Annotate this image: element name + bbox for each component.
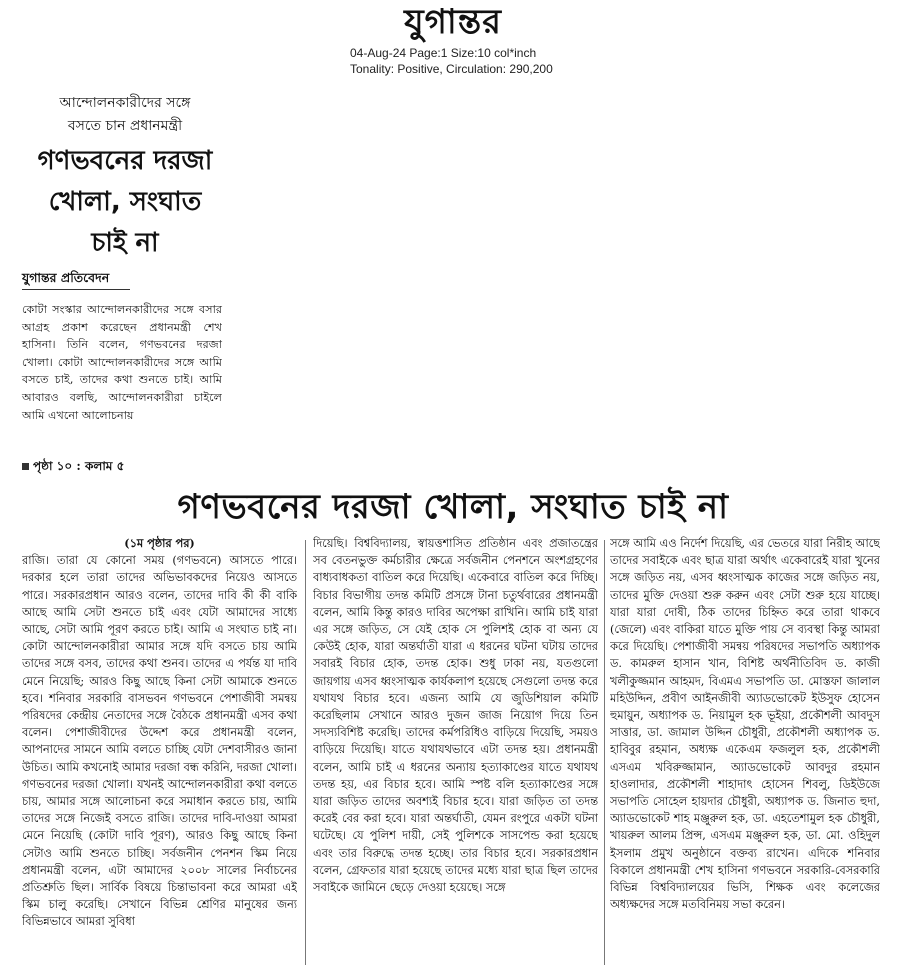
front-headline-line-1: গণভবনের দরজা (37, 146, 213, 176)
kicker-line-1: আন্দোলনকারীদের সঙ্গে (59, 95, 191, 111)
article-column-3 (610, 535, 880, 965)
column-divider-2 (604, 540, 605, 965)
clip-info-line-2: Tonality: Positive, Circulation: 290,200 (350, 62, 553, 76)
kicker-line-2: বসতে চান প্রধানমন্ত্রী (67, 118, 183, 134)
clip-info-line-1: 04-Aug-24 Page:1 Size:10 col*inch (350, 46, 537, 60)
article-column-2 (313, 535, 598, 965)
front-headline-line-3: চাই না (91, 228, 159, 258)
newspaper-masthead: যুগান্তর (404, 2, 502, 42)
byline: যুগান্তর প্রতিবেদন (22, 270, 110, 285)
column-3-text: সঙ্গে আমি এও নির্দেশ দিয়েছি, এর ভেতরে যারা নিরীহ আছে তাদের সবাইকে এবং ছাত্র যারা অর্থাৎ একেবারেই যারা খুনের সঙ্গে জড়িত নয়, এসব ধ্বংসাত্মক কাজের সঙ্গে জড়িত নয়, তাদের মুক্তি দেওয়া শুরু করুন এবং সেটা শুরু হয়ে যাচ্ছে। যারা যারা দোষী, ঠিক তাদের চিহ্নিত করে তারা থাকবে (জেলে) এবং বাকিরা যাতে মুক্তি পায় সে ব্যবস্থা কিন্তু আমরা করে দিয়েছি। পেশাজীবী সমন্বয় পরিষদের সভাপতি অধ্যাপক ড. কামরুল হাসান খান, বিশিষ্ট অর্থনীতিবিদ ড. কাজী খলীকুজ্জমান আহমদ, বিএমএ সভাপতি ডা. মোস্তফা জালাল মহিউদ্দিন, প্রবীণ আইনজীবী অ্যাডভোকেট ইউসুফ হোসেন হুমায়ুন, অধ্যাপক ড. নিয়ামুল হক ভূইয়া, প্রকৌশলী আবদুস সাত্তার, ডা. জামাল উদ্দিন চৌধুরী, প্রকৌশলী অধ্যাপক ড. হাবিবুর রহমান, অধ্যক্ষ একেএম ফজলুল হক, প্রকৌশলী এসএম খবিরুজ্জামান, অ্যাডভোকেট আবদুর রহমান হাওলাদার, প্রকৌশলী শাহাদাৎ হোসেন শিবলু, ডিইউজে সভাপতি সোহেল হায়দার চৌধুরী, অধ্যাপক ড. জিনাত হুদা, অ্যাডভোকেট শাহ মঞ্জুরুল হক, ডা. এহতেশামুল হক চৌধুরী, খায়রুল আলম প্রিন্স, এসএম মঞ্জুরুল হক, ডা. মো. ওহিদুল ইসলাম প্রমুখ অনুষ্ঠানে বক্তব্য রাখেন। এদিকে শনিবার বিকালে প্রধানমন্ত্রী শেখ হাসিনা গণভবনে সরকারি-বেসরকারি বিভিন্ন বিশ্ববিদ্যালয়ের ভিসি, শিক্ষক এবং কলেজের অধ্যক্ষদের সঙ্গে মতবিনিময় সভা করেন। (610, 537, 880, 912)
byline-rule (22, 289, 130, 290)
jump-reference-text: পৃষ্ঠা ১০ : কলাম ৫ (33, 459, 125, 473)
article-column-1 (22, 535, 297, 965)
front-headline-line-2: খোলা, সংঘাত (48, 187, 202, 217)
continued-from-label: (১ম পৃষ্ঠার পর) (124, 536, 195, 550)
column-1-text: রাজি। তারা যে কোনো সময় (গণভবনে) আসতে পারে। দরকার হলে তারা তাদের অভিভাবকদের নিয়েও আসতে পারে। সরকারপ্রধান আরও বলেন, তাদের দাবি কী কী বাকি আছে আমি সেটা শুনতে চাই এবং যেটা আমাদের সাধ্যে আছে, সেটা আমি পূরণ করতে চাই। আমি এ সংঘাত চাই না। কোটা আন্দোলনকারীরা আমার সঙ্গে যদি বসতে চায় আমি তাদের সঙ্গে বসব, তাদের কথা শুনব। তাদের এ পর্যন্ত যা দাবি মেনে নিয়েছি; আরও কিছু আছে কিনা সেটা আমাকে শুনতে হবে। শনিবার সরকারি বাসভবন গণভবনে পেশাজীবী সমন্বয় পরিষদের কেন্দ্রীয় নেতাদের সঙ্গে বৈঠকে প্রধানমন্ত্রী এসব কথা বলেন। পেশাজীবীদের উদ্দেশ করে প্রধানমন্ত্রী বলেন, আপনাদের সামনে আমি বলতে চাচ্ছি যেটা দেশবাসীরও জানা উচিত। আমি কখনোই আমার দরজা বন্ধ করিনি, দরজা খোলা। গণভবনের দরজা খোলা। যখনই আন্দোলনকারীরা কথা বলতে চায়, আমার সঙ্গে আলোচনা করে সমাধান করতে চায়, আমি তাদের সঙ্গে নিজেই বসতে রাজি। তাদের দাবি-দাওয়া আমরা মেনে নিয়েছি (কোটা দাবি পূরণ), আরও কিছু আছে কিনা সেটাও আমি শুনতে চাচ্ছি। সর্বজনীন পেনশন স্কিম নিয়ে প্রধানমন্ত্রী বলেন, এটা আমাদের ২০০৮ সালের নির্বাচনের প্রতিশ্রুতি ছিল। সার্বিক বিষয়ে চিন্তাভাবনা করে আমরা এই স্কিম চালু করেছি। সেখানে বিভিন্ন শ্রেণির মানুষের জন্য বিভিন্নভাবে আমরা সুবিধা (22, 554, 297, 929)
jump-reference (22, 458, 124, 478)
column-divider-1 (305, 540, 306, 965)
inside-headline: গণভবনের দরজা খোলা, সংঘাত চাই না (177, 487, 729, 527)
column-2-text: দিয়েছি। বিশ্ববিদ্যালয়, স্বায়ত্তশাসিত প্রতিষ্ঠান এবং প্রজাতন্ত্রের সব বেতনভুক্ত কর্মচারীর ক্ষেত্রে সর্বজনীন পেনশনে অংশগ্রহণের বাধ্যবাধকতা বাতিল করে দিয়েছি। একেবারে বাতিল করে দিচ্ছি। বিচার বিভাগীয় তদন্ত কমিটি প্রসঙ্গে টানা চতুর্থবারের প্রধানমন্ত্রী বলেন, আমি কিন্তু কারও দাবির অপেক্ষা রাখিনি। আমি চাই যারা এর সঙ্গে জড়িত, সে যেই হোক সে পুলিশই হোক বা অন্য যে কেউই হোক, যারা অন্তর্ঘাতী যারা এ ধরনের ঘটনা ঘটায় তাদের সবারই বিচার হোক, তদন্ত হোক। শুধু ঢাকা নয়, যতগুলো জায়গায় এসব ধ্বংসাত্মক কার্যকলাপ হয়েছে সেগুলো তদন্ত করে যথাযথ বিচার হবে। এজন্য আমি যে জুডিশিয়াল কমিটি করেছিলাম সেখানে আরও দুজন জাজ নিয়োগ দিয়ে তিন সদস্যবিশিষ্ট করেছি। তাদের কর্মপরিধিও বাড়িয়ে দিয়েছি, সময়ও বাড়িয়ে দিয়েছি। যাতে যথাযথভাবে এটা তদন্ত হয়। প্রধানমন্ত্রী বলেন, আমি চাই এ ধরনের অন্যায় হত্যাকাণ্ডের যাতে যথাযথ তদন্ত হয়, এর বিচার হবে। আমি স্পষ্ট বলি হত্যাকাণ্ডের সঙ্গে যারা জড়িত তাদের অবশ্যই বিচার হবে। যারা জড়িত তা তদন্ত করেই বের করা হবে। যারা অন্তর্ঘাতী, যেমন রংপুরে একটা ঘটনা ঘটেছে। যে পুলিশ দায়ী, সেই পুলিশকে সাসপেন্ড করা হয়েছে এবং তার বিরুদ্ধে তদন্ত হচ্ছে। তার বিচার হবে। সরকারপ্রধান বলেন, গ্রেফতার যারা হয়েছে তাদের মধ্যে যারা ছাত্র ছিল তাদের সবাইকে জামিনে ছেড়ে দেওয়া হয়েছে। সঙ্গে (313, 537, 598, 895)
bullet-square-icon (22, 463, 29, 470)
front-intro-text: কোটা সংস্কার আন্দোলনকারীদের সঙ্গে বসার আগ্রহ প্রকাশ করেছেন প্রধানমন্ত্রী শেখ হাসিনা। তিনি বলেন, গণভবনের দরজা খোলা। কোটা আন্দোলনকারীদের সঙ্গে আমি বসতে চাই, তাদের কথা শুনতে চাই। আমি আবারও বলছি, আন্দোলনকারীরা চাইলে আমি এখনো আলোচনায় (22, 303, 222, 422)
